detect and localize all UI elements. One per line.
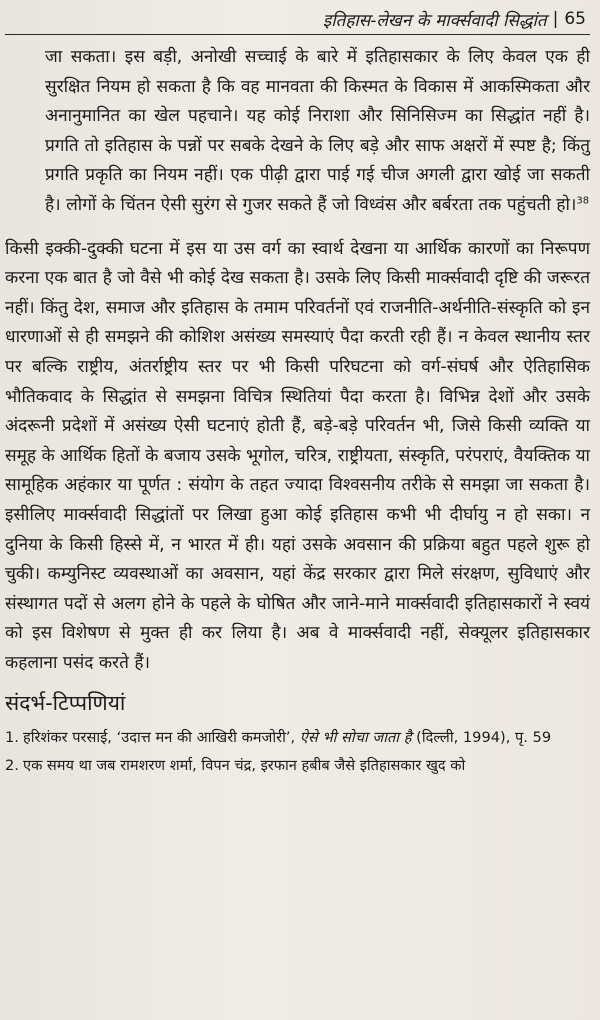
block-quote bbox=[45, 43, 590, 221]
note-item bbox=[5, 754, 590, 778]
note-text bbox=[23, 754, 590, 778]
notes-list bbox=[5, 726, 590, 778]
note-text-part: हरिशंकर परसाई, ‘उदात्त मन की आखिरी कमजोरी’, bbox=[23, 729, 300, 747]
running-header bbox=[5, 4, 590, 35]
note-text bbox=[23, 726, 590, 750]
note-item bbox=[5, 726, 590, 750]
note-text-part: एक समय था जब रामशरण शर्मा, विपन चंद्र, इरफान हबीब जैसे इतिहासकार खुद को bbox=[23, 757, 466, 775]
body-paragraph: किसी इक्की-दुक्की घटना में इस या उस वर्ग का स्वार्थ देखना या आर्थिक कारणों का निरूपण करना एक बात है जो वैसे भी कोई देख सकता है। उसके लिए किसी मार्क्सवादी दृष्टि की जरूरत नहीं। किंतु देश, समाज और इतिहास के तमाम परिवर्तनों एवं राजनीति-अर्थनीति-संस्कृति को इन धारणाओं से ही समझने की कोशिश असंख्य समस्याएं पैदा करती रही हैं। न केवल स्थानीय स्तर पर बल्कि राष्ट्रीय, अंतर्राष्ट्रीय स्तर पर भी किसी परिघटना को वर्ग-संघर्ष और ऐतिहासिक भौतिकवाद के सिद्धांत से समझना विचित्र स्थितियां पैदा करता है। विभिन्न देशों और उसके अंदरूनी प्रदेशों में असंख्य ऐसी घटनाएं होती हैं, बड़े-बड़े परिवर्तन भी, जिसे किसी व्यक्ति या समूह के आर्थिक हितों के बजाय उसके भूगोल, चरित्र, राष्ट्रीयता, संस्कृति, परंपराएं, वैयक्तिक या सामूहिक अहंकार या पूर्णत : संयोग के तहत ज्यादा विश्वसनीय तरीके से समझा जा सकता है। इसीलिए मार्क्सवादी सिद्धांतों पर लिखा हुआ कोई इतिहास कभी भी दीर्घायु न हो सका। न दुनिया के किसी हिस्से में, न भारत में ही। यहां उसके अवसान की प्रक्रिया बहुत पहले शुरू हो चुकी। कम्युनिस्ट व्यवस्थाओं का अवसान, यहां केंद्र सरकार द्वारा मिले संरक्षण, सुविधाएं और संस्थागत पदों से अलग होने के पहले के घोषित और जाने-माने मार्क्सवादी इतिहासकारों ने स्वयं को इस विशेषण से मुक्त ही कर लिया है। अब वे मार्क्सवादी नहीं, सेक्यूलर इतिहासकार कहलाना पसंद करते हैं। bbox=[5, 238, 590, 673]
footnote-reference: 38 bbox=[576, 195, 590, 207]
note-number: 1. bbox=[5, 729, 19, 747]
header-separator: | bbox=[552, 9, 559, 29]
page-number: 65 bbox=[564, 9, 586, 29]
note-text-part: (दिल्ली, 1994), पृ. 59 bbox=[411, 729, 552, 747]
block-quote-text: जा सकता। इस बड़ी, अनोखी सच्चाई के बारे में इतिहासकार के लिए केवल एक ही सुरक्षित नियम हो सकता है कि वह मानवता की किस्मत के विकास में आकस्मिकता और अनानुमानित का खेल पहचाने। यह कोई निराशा और सिनिसिज्म का सिद्धांत नहीं है। प्रगति तो इतिहास के पन्नों पर सबके देखने के लिए बड़े और साफ अक्षरों में स्पष्ट है; किंतु प्रगति प्रकृति का नियम नहीं। एक पीढ़ी द्वारा पाई गई चीज अगली द्वारा खोई जा सकती है। लोगों के चिंतन ऐसी सुरंग से गुजर सकते हैं जो विध्वंस और बर्बरता तक पहुंचती हो। bbox=[45, 47, 590, 215]
running-title: इतिहास-लेखन के मार्क्सवादी सिद्धांत bbox=[322, 10, 547, 31]
notes-heading: संदर्भ-टिप्पणियां bbox=[5, 691, 126, 716]
note-book-title: ऐसे भी सोचा जाता है bbox=[299, 729, 412, 747]
note-number: 2. bbox=[5, 757, 19, 775]
